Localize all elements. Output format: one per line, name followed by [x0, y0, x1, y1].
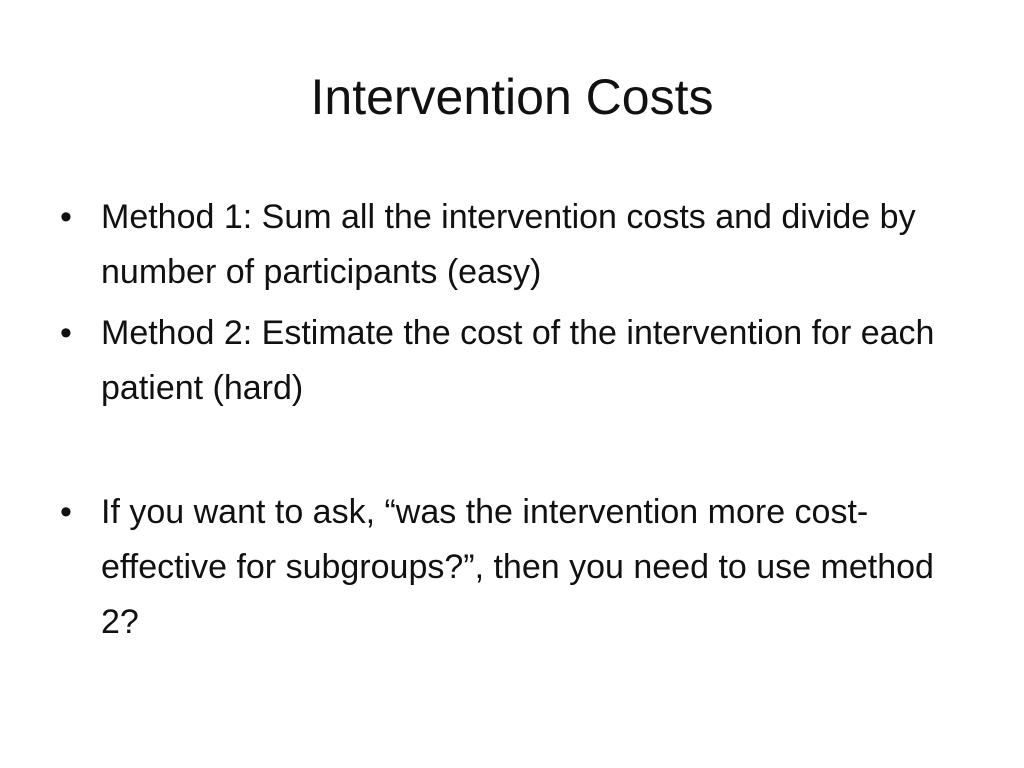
bullet-icon: •	[60, 314, 72, 352]
bullet-item	[60, 485, 980, 650]
bullet-text: Method 1: Sum all the intervention costs and divide by number of participants (easy)	[101, 198, 916, 291]
bullet-text: Method 2: Estimate the cost of the intervention for each patient (hard)	[101, 314, 935, 407]
bullet-icon: •	[60, 198, 72, 236]
bullet-text: If you want to ask, “was the intervention more cost-effective for subgroups?”, then you need to use method 2?	[101, 493, 934, 641]
slide-title: Intervention Costs	[310, 69, 714, 125]
bullet-item	[60, 306, 980, 416]
bullet-item	[60, 190, 980, 300]
bullet-list	[60, 190, 980, 656]
bullet-icon: •	[60, 493, 72, 531]
